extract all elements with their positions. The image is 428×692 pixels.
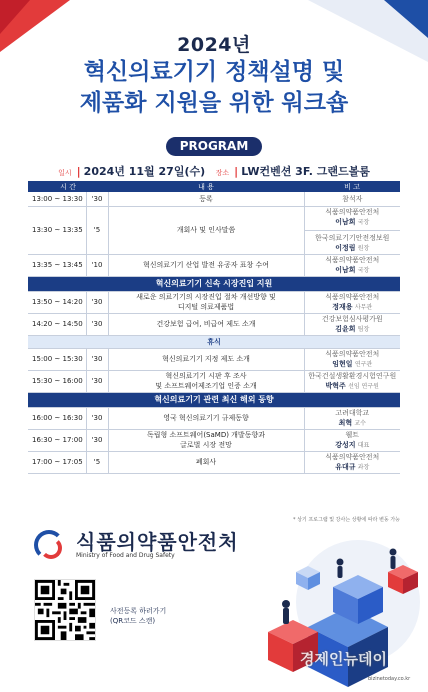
row-content: [108, 206, 304, 254]
table-row: [28, 192, 400, 206]
break-title: 휴식: [28, 335, 400, 348]
program-item-line1: 등록: [199, 194, 213, 203]
row-note: [304, 370, 400, 392]
person-role: 팀장: [357, 325, 370, 333]
qr-instructions: [110, 606, 166, 626]
person-name: 최혁: [338, 418, 353, 427]
note-entry: [305, 408, 401, 429]
person-role: 국장: [357, 266, 370, 274]
note-entry: [305, 255, 401, 276]
place-label: 장소: [215, 169, 230, 177]
row-time: 16:00 ~ 16:30: [28, 407, 86, 429]
row-note: [304, 206, 400, 254]
row-note: [304, 254, 400, 276]
person-role: 대표: [357, 441, 370, 449]
person-role: 사무관: [354, 303, 373, 311]
watermark-text: 경제인뉴데이: [300, 650, 387, 668]
row-note: [304, 451, 400, 473]
row-content: [108, 254, 304, 276]
program-body: [28, 192, 400, 473]
note-person: [305, 359, 401, 370]
person-role: 국장: [357, 218, 370, 226]
row-duration: '30: [86, 370, 108, 392]
poster-header: [0, 30, 428, 119]
program-item-line2: 및 소프트웨어제조기업 인증 소개: [155, 382, 257, 390]
person-name: 유대규: [335, 462, 356, 471]
table-row: [28, 429, 400, 451]
program-item-line2: 디지털 의료제품법: [177, 303, 235, 311]
row-note: [304, 348, 400, 370]
program-badge: PROGRAM: [166, 137, 262, 156]
note-org: 식품의약품안전처: [325, 452, 380, 461]
note-person: [305, 324, 401, 335]
table-header-row: [28, 181, 400, 192]
row-time: 15:30 ~ 16:00: [28, 370, 86, 392]
qr-code-icon[interactable]: [34, 579, 96, 641]
row-duration: '5: [86, 451, 108, 473]
header-content: 내 용: [108, 181, 304, 192]
row-content: [108, 451, 304, 473]
row-time: 13:50 ~ 14:20: [28, 291, 86, 313]
table-row: [28, 291, 400, 313]
qr-label-line1: 사전등록 하러가기: [110, 607, 167, 615]
note-entry: [305, 292, 401, 313]
row-note: [304, 291, 400, 313]
row-note: [304, 429, 400, 451]
watermark-url: bizinetoday.co.kr: [368, 676, 411, 682]
row-duration: '30: [86, 348, 108, 370]
header-note: 비 고: [304, 181, 400, 192]
event-year: 2024년: [177, 34, 251, 56]
note-entry: [305, 194, 401, 204]
row-time: 13:35 ~ 13:45: [28, 254, 86, 276]
note-entry: [305, 371, 401, 392]
note-person: [305, 381, 401, 392]
break-row: [28, 335, 400, 348]
divider-icon: |: [76, 165, 81, 178]
row-content: [108, 313, 304, 335]
note-org: 고려대학교: [335, 408, 370, 417]
footnote: * 상기 프로그램 및 강사는 상황에 따라 변동 가능: [293, 517, 400, 523]
row-duration: '5: [86, 206, 108, 254]
row-duration: '10: [86, 254, 108, 276]
note-entry: [305, 230, 401, 254]
program-item-line1: 혁신의료기기 지정 제도 소개: [162, 355, 250, 363]
section-row: [28, 276, 400, 291]
note-org: 참석자: [342, 194, 363, 203]
row-duration: '30: [86, 313, 108, 335]
table-row: [28, 451, 400, 473]
person-role: 선임 연구원: [348, 382, 379, 390]
row-time: 16:30 ~ 17:00: [28, 429, 86, 451]
qr-code-graphic: [35, 580, 95, 640]
program-item-line2: 글로벌 시장 전망: [180, 441, 232, 449]
program-item-line1: 영국 혁신의료기기 규제동향: [163, 414, 249, 422]
ministry-logo-icon: [30, 524, 70, 564]
note-person: [305, 217, 401, 228]
program-item-line1: 혁신의료기기 시판 후 조사: [165, 372, 247, 380]
person-name: 이남희: [335, 217, 356, 226]
program-item-line1: 건강보험 급여, 비급여 제도 소개: [156, 320, 256, 328]
program-item-line1: 새로운 의료기기의 시장진입 절차 개선방향 및: [136, 293, 276, 301]
note-entry: [305, 207, 401, 228]
note-org: 웰트: [345, 430, 360, 439]
program-table: [28, 181, 400, 474]
row-content: [108, 192, 304, 206]
person-role: 원장: [357, 244, 370, 252]
row-time: 13:00 ~ 13:30: [28, 192, 86, 206]
divider-icon: |: [234, 165, 239, 178]
note-org: 건강보험심사평가원: [321, 314, 383, 323]
person-name: 정재용: [332, 302, 353, 311]
note-person: [305, 243, 401, 254]
note-org: 식품의약품안전처: [325, 292, 380, 301]
note-entry: [305, 314, 401, 335]
row-time: 17:00 ~ 17:05: [28, 451, 86, 473]
org-name-english: Ministry of Food and Drug Safety: [76, 552, 175, 559]
row-duration: '30: [86, 291, 108, 313]
note-person: [305, 265, 401, 276]
section-title: 혁신의료기기 신속 시장진입 지원: [28, 276, 400, 291]
person-name: 임현일: [332, 359, 353, 368]
note-org: 한국건설생활환경시험연구원: [308, 371, 397, 380]
note-org: 한국의료기기안전정보원: [315, 233, 390, 242]
table-row: [28, 348, 400, 370]
note-person: [305, 418, 401, 429]
row-time: 13:30 ~ 13:35: [28, 206, 86, 254]
note-org: 식품의약품안전처: [325, 207, 380, 216]
program-item-line1: 개회사 및 인사말씀: [176, 226, 236, 234]
table-row: [28, 313, 400, 335]
qr-label-line2: (QR코드 스캔): [110, 617, 156, 625]
row-content: [108, 370, 304, 392]
row-content: [108, 429, 304, 451]
row-duration: '30: [86, 407, 108, 429]
person-role: 교수: [354, 419, 366, 427]
table-row: [28, 407, 400, 429]
event-place: LW컨벤션 3F. 그랜드볼룸: [241, 165, 370, 178]
row-duration: '30: [86, 192, 108, 206]
program-item-line1: 폐회사: [195, 458, 217, 466]
person-role: 과장: [357, 463, 370, 471]
corner-decoration-darkred: [0, 0, 30, 34]
event-info: [0, 163, 428, 179]
row-content: [108, 348, 304, 370]
logo-red-arc: [40, 537, 62, 559]
note-person: [305, 462, 401, 473]
section-row: [28, 392, 400, 407]
note-org: 식품의약품안전처: [325, 255, 380, 264]
event-date: 2024년 11월 27일(수): [83, 165, 206, 178]
program-item-line1: 독립형 소프트웨어(SaMD) 개발동향과: [147, 431, 265, 439]
row-time: 15:00 ~ 15:30: [28, 348, 86, 370]
note-person: [305, 302, 401, 313]
event-title-line1: 혁신의료기기 정책설명 및: [83, 59, 345, 85]
note-entry: [305, 452, 401, 473]
note-org: 식품의약품안전처: [325, 349, 380, 358]
date-label: 일시: [58, 169, 72, 177]
header-time: 시 간: [28, 181, 108, 192]
note-person: [305, 440, 401, 451]
note-entry: [305, 349, 401, 370]
event-title-line2: 제품화 지원을 위한 워크숍: [79, 90, 349, 116]
row-duration: '30: [86, 429, 108, 451]
person-name: 박혁주: [325, 381, 346, 390]
person-name: 강성지: [335, 440, 356, 449]
program-item-line1: 혁신의료기기 산업 발전 유공자 표창 수여: [142, 261, 270, 269]
org-name-korean: 식품의약품안전처: [76, 530, 239, 554]
row-note: [304, 407, 400, 429]
row-content: [108, 407, 304, 429]
table-row: [28, 370, 400, 392]
row-note: [304, 313, 400, 335]
person-name: 이남희: [335, 265, 356, 274]
person-role: 연구관: [354, 360, 373, 368]
person-name: 김윤희: [335, 324, 356, 333]
table-row: [28, 206, 400, 254]
note-entry: [305, 430, 401, 451]
section-title: 혁신의료기기 관련 최신 해외 동향: [28, 392, 400, 407]
row-note: [304, 192, 400, 206]
row-time: 14:20 ~ 14:50: [28, 313, 86, 335]
table-row: [28, 254, 400, 276]
row-content: [108, 291, 304, 313]
person-name: 이정림: [335, 243, 356, 252]
